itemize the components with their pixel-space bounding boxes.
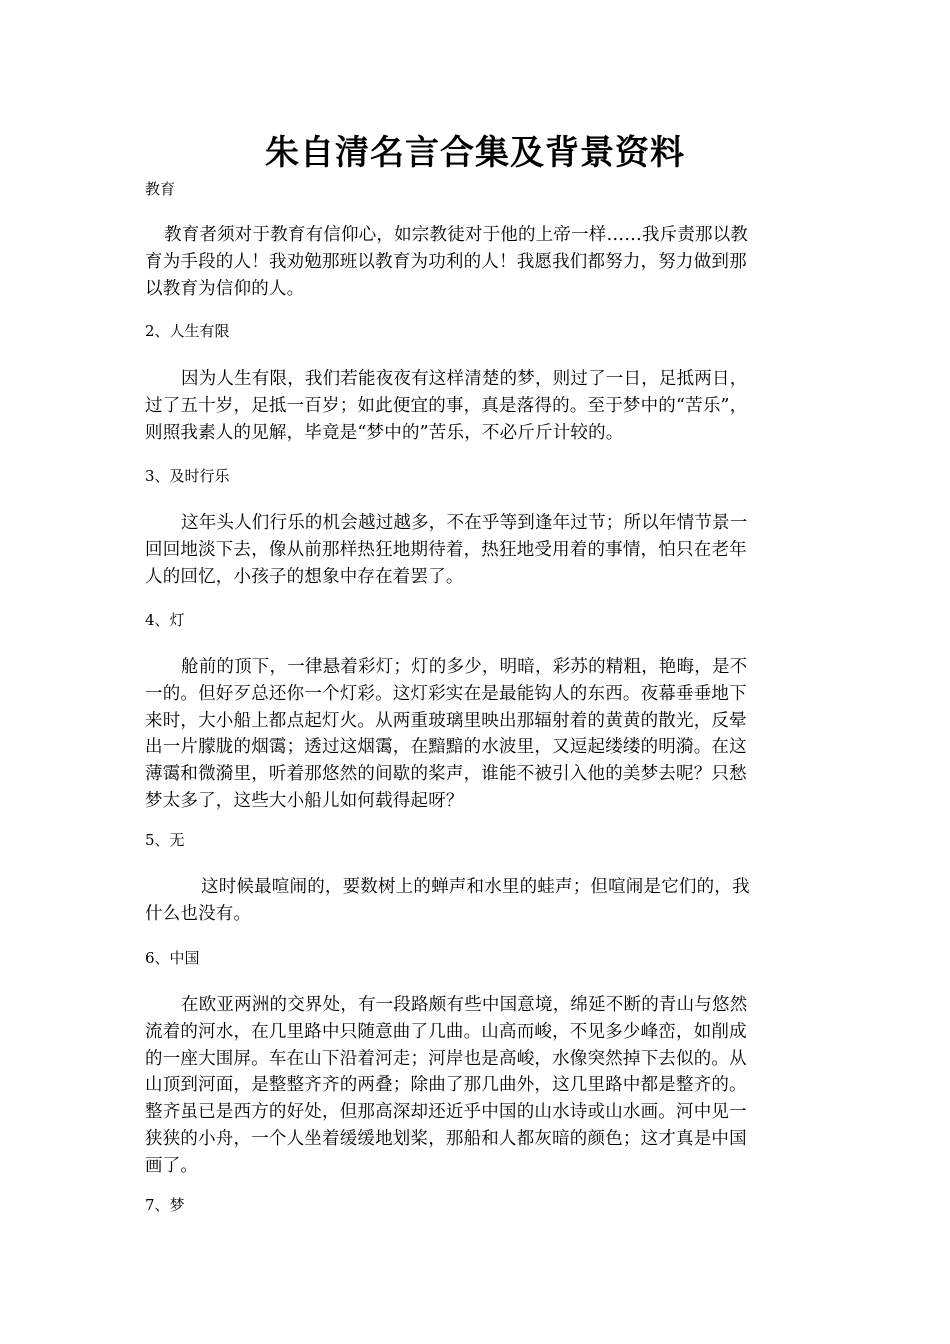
section-heading: 5、无 (145, 831, 185, 849)
paragraph-line: 画了。 (145, 1155, 199, 1176)
section-paragraph (145, 992, 807, 1180)
paragraph-line: 教育者须对于教育有信仰心，如宗教徒对于他的上帝一样……我斥责那以教 (164, 225, 749, 245)
paragraph-line: 来时，大小船上都点起灯火。从两重玻璃里映出那辐射着的黄黄的散光，反晕 (145, 710, 747, 731)
paragraph-line: 过了五十岁，足抵一百岁；如此便宜的事，真是落得的。至于梦中的“苦乐”， (145, 395, 748, 416)
section-paragraph (145, 222, 807, 302)
paragraph-line: 育为手段的人！我劝勉那班以教育为功利的人！我愿我们都努力，努力做到那 (145, 251, 747, 272)
paragraph-line: 整齐虽已是西方的好处，但那高深却还近乎中国的山水诗或山水画。河中见一 (145, 1102, 747, 1123)
paragraph-line: 山顶到河面，是整整齐齐的两叠；除曲了那几曲外，这几里路中都是整齐的。 (145, 1075, 747, 1096)
paragraph-line: 以教育为信仰的人。 (145, 278, 305, 299)
section-heading: 4、灯 (145, 611, 185, 629)
paragraph-line: 梦太多了，这些大小船儿如何载得起呀？ (145, 790, 464, 811)
section-heading: 6、中国 (145, 949, 200, 967)
document-title: 朱自清名言合集及背景资料 (265, 133, 685, 173)
paragraph-line: 的一座大围屏。车在山下沿着河走；河岸也是高峻，水像突然掉下去似的。从 (145, 1048, 747, 1069)
paragraph-line: 一的。但好歹总还你一个灯彩。这灯彩实在是最能钩人的东西。夜幕垂垂地下 (145, 683, 747, 704)
paragraph-line: 则照我素人的见解，毕竟是“梦中的”苦乐，不必斤斤计较的。 (145, 422, 624, 443)
section-heading: 教育 (145, 180, 176, 198)
paragraph-line: 这年头人们行乐的机会越过越多，不在乎等到逢年过节；所以年情节景一 (181, 513, 748, 533)
paragraph-line: 因为人生有限，我们若能夜夜有这样清楚的梦，则过了一日，足抵两日， (181, 369, 748, 389)
section-heading: 3、及时行乐 (145, 467, 230, 485)
section-paragraph (145, 654, 807, 815)
paragraph-line: 狭狭的小舟，一个人坐着缓缓地划桨，那船和人都灰暗的颜色；这才真是中国 (145, 1128, 747, 1149)
paragraph-line: 舱前的顶下，一律悬着彩灯；灯的多少，明暗，彩苏的精粗，艳晦，是不 (181, 657, 748, 677)
paragraph-line: 人的回忆，小孩子的想象中存在着罢了。 (145, 566, 464, 587)
section-paragraph (145, 510, 807, 590)
section-paragraph (145, 366, 807, 446)
section-paragraph (145, 874, 807, 928)
paragraph-line: 薄霭和微漪里，听着那悠然的间歇的桨声，谁能不被引入他的美梦去呢？只愁 (145, 764, 747, 785)
section-heading: 2、人生有限 (145, 322, 230, 340)
paragraph-line: 在欧亚两洲的交界处，有一段路颇有些中国意境，绵延不断的青山与悠然 (181, 995, 748, 1015)
paragraph-line: 回回地淡下去，像从前那样热狂地期待着，热狂地受用着的事情，怕只在老年 (145, 539, 747, 560)
paragraph-line: 什么也没有。 (145, 903, 252, 924)
section-heading: 7、梦 (145, 1196, 185, 1214)
paragraph-line: 流着的河水，在几里路中只随意曲了几曲。山高而峻，不见多少峰峦，如削成 (145, 1021, 747, 1042)
paragraph-line: 这时候最喧闹的，要数树上的蝉声和水里的蛙声；但喧闹是它们的，我 (201, 877, 750, 897)
paragraph-line: 出一片朦胧的烟霭；透过这烟霭，在黯黯的水波里，又逗起缕缕的明漪。在这 (145, 737, 747, 758)
